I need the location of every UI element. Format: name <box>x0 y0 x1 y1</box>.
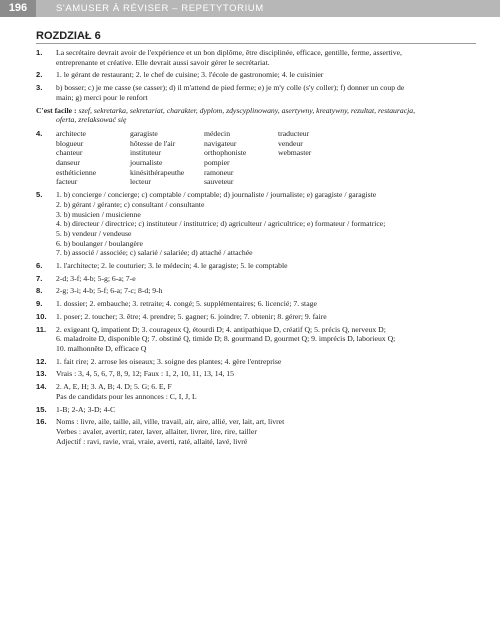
grid-cell: pompier <box>204 158 230 168</box>
grid-column <box>278 129 358 187</box>
item-line: 3. b) musicien / musicienne <box>56 209 141 219</box>
item-number: 9. <box>36 299 43 309</box>
item-line: La secrétaire devrait avoir de l'expérience et un bon diplôme, être disciplinée, efficace, gentille, ferme, assertive, <box>56 48 402 57</box>
answer-item-4 <box>36 129 480 187</box>
answer-item-15 <box>36 405 480 415</box>
grid-cell: webmaster <box>278 148 312 158</box>
item-line: 2. A, E, H; 3. A, B; 4. D; 5. G; 6. E, F <box>56 382 172 392</box>
item-line: 7. b) associé / associée; c) salarié / salariée; d) attaché / attachée <box>56 248 253 258</box>
page-header <box>0 0 500 17</box>
item-number: 7. <box>36 273 43 283</box>
item-number: 4. <box>36 128 43 138</box>
grid-cell: garagiste <box>130 128 158 138</box>
section-title: ROZDZIAŁ 6 <box>36 30 101 42</box>
grid-cell: navigateur <box>204 138 237 148</box>
answer-item-5 <box>36 190 480 258</box>
grid-column <box>56 129 126 187</box>
grid-cell: hôtesse de l'air <box>130 138 176 148</box>
item-number: 1. <box>36 48 43 57</box>
grid-cell: esthéticienne <box>56 167 97 177</box>
item-number: 13. <box>36 369 47 379</box>
item-number: 8. <box>36 286 43 296</box>
item-line: entreprenante et créative. Elle devrait aussi savoir gérer le secrétariat. <box>56 57 270 67</box>
grid-cell: kinésithérapeuthe <box>130 167 185 177</box>
item-line: 1. poser; 2. toucher; 3. être; 4. prendre; 5. gagner; 6. joindre; 7. obtenir; 8. gérer; 9. faire <box>56 311 327 321</box>
cest-facile-text-2: oferta, zrelaksować się <box>56 115 127 125</box>
answer-item-12 <box>36 357 480 367</box>
cest-facile <box>36 106 480 125</box>
item-line: 2. exigeant Q, impatient D; 3. courageux Q, étourdi D; 4. antipathique D, créatif Q; 5. précis Q, nerveux D; <box>56 324 386 334</box>
answer-item-6 <box>36 261 480 271</box>
cest-facile-label: C'est facile : <box>36 105 77 115</box>
answer-item-13 <box>36 369 480 379</box>
item-line: 1. fait rire; 2. arrose les oiseaux; 3. soigne des plantes; 4. gère l'entreprise <box>56 356 282 366</box>
grid-cell: blogueur <box>56 138 84 148</box>
item-line: 2-d; 3-f; 4-b; 5-g; 6-a; 7-e <box>56 273 136 283</box>
item-number: 10. <box>36 311 47 321</box>
running-title: S'AMUSER À RÉVISER – REPETYTORIUM <box>56 3 264 14</box>
item-number: 16. <box>36 417 47 427</box>
grid-cell: facteur <box>56 177 78 187</box>
item-line: 1-B; 2-A; 3-D; 4-C <box>56 404 116 414</box>
item-number: 12. <box>36 356 47 366</box>
grid-cell: instituteur <box>130 148 162 158</box>
item-line: Verbes : avaler, avertir, rater, laver, allaiter, livrer, lire, rire, tailler <box>56 426 257 436</box>
grid-cell: sauveteur <box>204 177 234 187</box>
answer-item-3 <box>36 83 480 102</box>
item-line: 6. maladroite D, disponible Q; 7. obstiné Q, timide D; 8. gourmand D, gourmet Q; 9. imprécis D, laborieux Q; <box>56 334 396 344</box>
grid-cell: chanteur <box>56 148 83 158</box>
item-line: main; g) merci pour le renfort <box>56 92 148 102</box>
item-line: Vrais : 3, 4, 5, 6, 7, 8, 9, 12; Faux : 1, 2, 10, 11, 13, 14, 15 <box>56 369 234 379</box>
grid-cell: architecte <box>56 128 86 138</box>
item-line: 10. malhonnête D, efficace Q <box>56 343 147 353</box>
grid-column <box>204 129 274 187</box>
item-line: 1. le gérant de restaurant; 2. le chef de cuisine; 3. l'école de gastronomie; 4. le cuisinier <box>56 70 324 80</box>
item-number: 3. <box>36 83 43 93</box>
item-line: 1. b) concierge / concierge; c) comptable / comptable; d) journaliste / journaliste; e) garagiste / garagiste <box>56 190 377 200</box>
answer-item-1 <box>36 48 480 67</box>
item-number: 6. <box>36 261 43 271</box>
item-line: b) bosser; c) je me casse (se casser); d) il m'attend de pied ferme; e) je m'y colle (s'y coller); f) donner un coup de <box>56 83 405 93</box>
grid-cell: lecteur <box>130 177 151 187</box>
grid-cell: ramoneur <box>204 167 234 177</box>
item-number: 5. <box>36 190 43 200</box>
grid-cell: vendeur <box>278 138 303 148</box>
item-number: 15. <box>36 404 47 414</box>
answer-item-11 <box>36 325 480 354</box>
item-line: 1. dossier; 2. embauche; 3. retraite; 4. congé; 5. supplémentaires; 6. licencié; 7. stage <box>56 299 317 309</box>
item-line: 6. b) boulanger / boulangère <box>56 238 143 248</box>
grid-cell: danseur <box>56 158 80 168</box>
answer-item-2 <box>36 70 480 80</box>
answer-item-10 <box>36 312 480 322</box>
grid-cell: médecin <box>204 128 231 138</box>
professions-grid <box>56 129 480 187</box>
item-number: 2. <box>36 70 43 80</box>
item-line: 4. b) directeur / directrice; c) instituteur / institutrice; d) agriculteur / agricultrice; e) formateur / formatrice; <box>56 219 386 229</box>
item-line: Noms : livre, aile, taille, ail, ville, travail, air, aire, allié, ver, lait, art, livret <box>56 417 285 427</box>
grid-column <box>130 129 200 187</box>
item-line: 2. b) gérant / gérante; c) consultant / consultante <box>56 199 205 209</box>
item-line: 5. b) vendeur / vendeuse <box>56 228 132 238</box>
item-line: 1. l'architecte; 2. le couturier; 3. le médecin; 4. le garagiste; 5. le comptable <box>56 261 288 271</box>
grid-cell: traducteur <box>278 128 310 138</box>
answer-key <box>36 48 480 449</box>
answer-item-16 <box>36 417 480 446</box>
item-number: 14. <box>36 382 47 392</box>
item-line: Pas de candidats pour les annonces : C, I, J, L <box>56 391 197 401</box>
item-line: 2-g; 3-i; 4-b; 5-f; 6-a; 7-c; 8-d; 9-h <box>56 286 163 296</box>
page-number: 196 <box>0 0 36 17</box>
item-number: 11. <box>36 324 47 334</box>
item-line: Adjectif : ravi, ravie, vrai, vraie, averti, raté, allaité, lavé, livré <box>56 436 248 446</box>
answer-item-7 <box>36 274 480 284</box>
grid-cell: journaliste <box>130 158 163 168</box>
answer-item-8 <box>36 286 480 296</box>
grid-cell: orthophoniste <box>204 148 247 158</box>
answer-item-14 <box>36 382 480 401</box>
section-rule <box>36 43 476 44</box>
cest-facile-text: szef, sekretarka, sekretariat, charakter, dyplom, zdyscyplinowany, asertywny, kreatywny, rezultat, restauracja, <box>78 105 416 115</box>
answer-item-9 <box>36 299 480 309</box>
